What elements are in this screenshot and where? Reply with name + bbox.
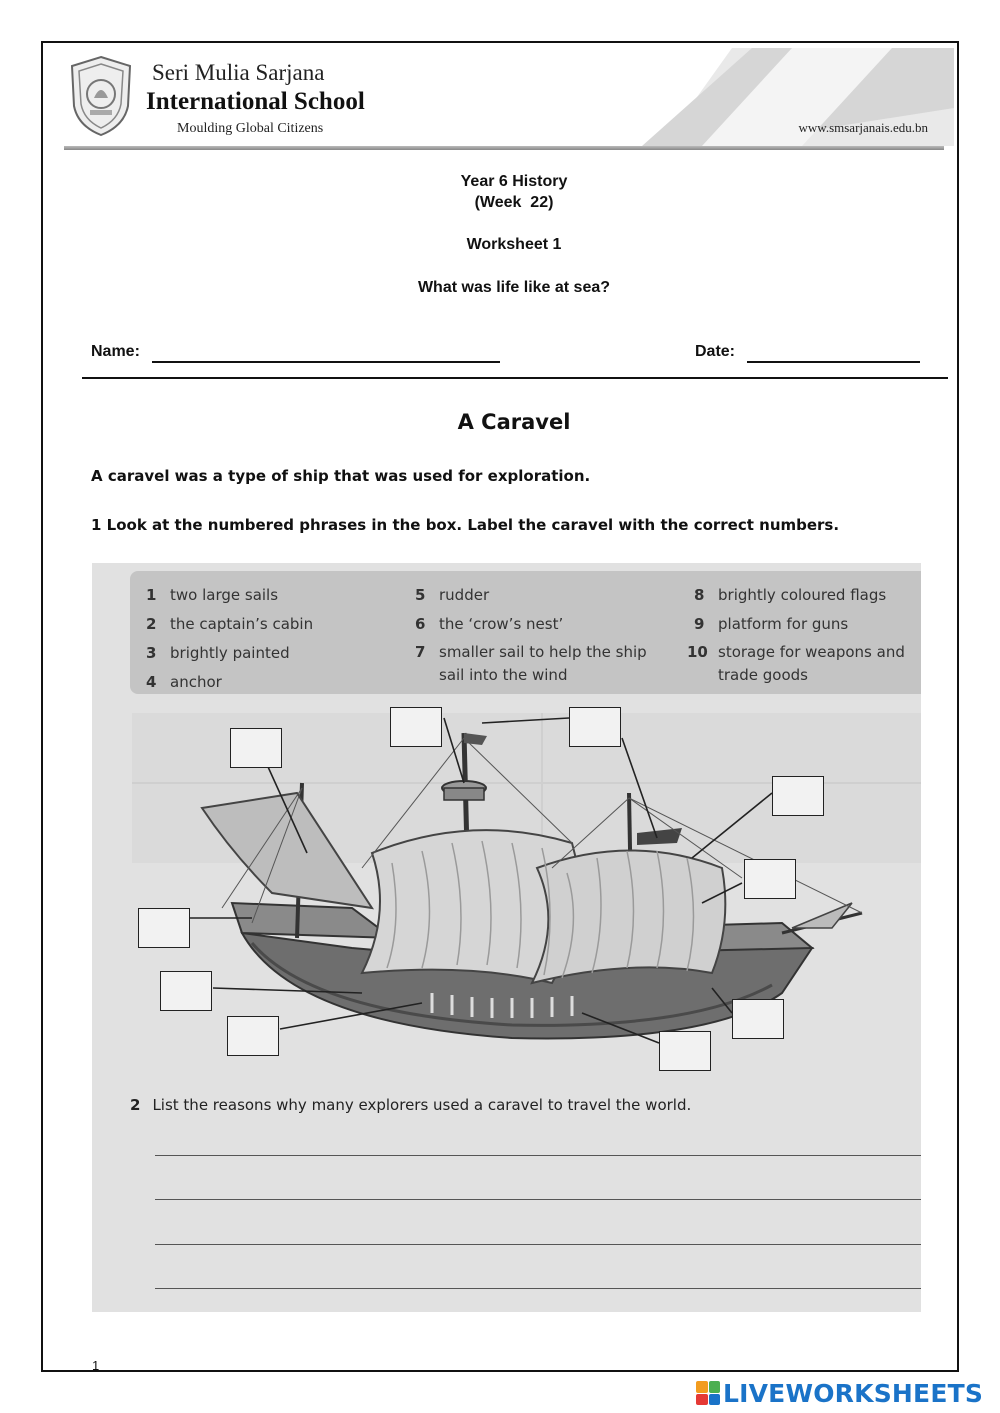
school-name-line1: Seri Mulia Sarjana: [152, 60, 325, 85]
phrase-text: smaller sail to help the ship sail into the wind: [439, 643, 647, 684]
phrase-item: [415, 641, 649, 687]
phrase-number: 9: [694, 615, 705, 633]
question-2-number: 2: [130, 1096, 141, 1114]
liveworksheets-brand: LIVEWORKSHEETS: [723, 1378, 984, 1408]
phrase-number: 10: [687, 643, 708, 661]
answer-line[interactable]: [155, 1199, 921, 1200]
phrase-number: 6: [415, 615, 426, 633]
worksheet-question: What was life like at sea?: [417, 279, 611, 296]
phrase-number: 4: [146, 673, 157, 691]
school-crest-icon: [66, 54, 136, 138]
worksheet-title: Worksheet 1: [466, 236, 562, 253]
ship-label-box[interactable]: [138, 908, 190, 948]
ship-label-box[interactable]: [772, 776, 824, 816]
section-divider: [82, 377, 948, 379]
name-label: Name:: [91, 343, 140, 360]
school-header: [62, 48, 952, 152]
phrase-item: [146, 615, 314, 633]
header-divider: [64, 146, 944, 150]
liveworksheets-logo[interactable]: [696, 1378, 983, 1408]
phrase-number: 7: [415, 643, 426, 661]
phrase-number: 3: [146, 644, 157, 662]
phrase-box: [130, 571, 921, 694]
phrase-item: [146, 586, 279, 604]
phrase-item: [146, 673, 222, 691]
phrase-text: storage for weapons and trade goods: [718, 643, 905, 684]
week-label: (Week 22): [474, 194, 554, 211]
ship-label-box[interactable]: [230, 728, 282, 768]
ship-label-box[interactable]: [659, 1031, 711, 1071]
ship-label-box[interactable]: [732, 999, 784, 1039]
phrase-text: two large sails: [170, 586, 279, 604]
question-2: [130, 1096, 691, 1114]
date-field[interactable]: [747, 361, 920, 363]
phrase-text: rudder: [439, 586, 490, 604]
ship-label-box[interactable]: [744, 859, 796, 899]
answer-line[interactable]: [155, 1155, 921, 1156]
phrase-text: brightly coloured flags: [718, 586, 887, 604]
name-field[interactable]: [152, 361, 500, 363]
liveworksheets-badge-icon: [696, 1381, 720, 1405]
section-title: A Caravel: [457, 410, 571, 434]
phrase-number: 5: [415, 586, 426, 604]
intro-text: A caravel was a type of ship that was used for exploration.: [91, 467, 591, 485]
ship-label-box[interactable]: [227, 1016, 279, 1056]
question-2-text: List the reasons why many explorers used a caravel to travel the world.: [152, 1096, 692, 1114]
date-label: Date:: [695, 343, 736, 360]
answer-line[interactable]: [155, 1244, 921, 1245]
ship-label-box[interactable]: [390, 707, 442, 747]
ship-label-box[interactable]: [160, 971, 212, 1011]
phrase-text: brightly painted: [170, 644, 290, 662]
phrase-text: platform for guns: [718, 615, 849, 633]
phrase-item: [694, 615, 849, 633]
caravel-ship-illustration: [92, 693, 921, 1093]
school-motto: Moulding Global Citizens: [177, 121, 324, 136]
phrase-text: the captain’s cabin: [170, 615, 314, 633]
phrase-number: 2: [146, 615, 157, 633]
phrase-text: the ‘crow’s nest’: [439, 615, 564, 633]
phrase-item: [415, 586, 490, 604]
phrase-text: anchor: [170, 673, 222, 691]
school-website: www.smsarjanais.edu.bn: [798, 120, 928, 135]
phrase-number: 8: [694, 586, 705, 604]
phrase-item: [694, 586, 887, 604]
page-number: 1: [92, 1358, 100, 1373]
ship-label-box[interactable]: [569, 707, 621, 747]
instruction-text: 1 Look at the numbered phrases in the box. Label the caravel with the correct numbers.: [91, 516, 840, 534]
phrase-item: [687, 641, 921, 687]
answer-line[interactable]: [155, 1288, 921, 1289]
year-subject: Year 6 History: [460, 173, 568, 190]
school-name-line2: International School: [146, 88, 365, 115]
phrase-item: [415, 615, 564, 633]
scanned-activity-panel: [92, 563, 921, 1312]
phrase-number: 1: [146, 586, 157, 604]
phrase-item: [146, 644, 290, 662]
